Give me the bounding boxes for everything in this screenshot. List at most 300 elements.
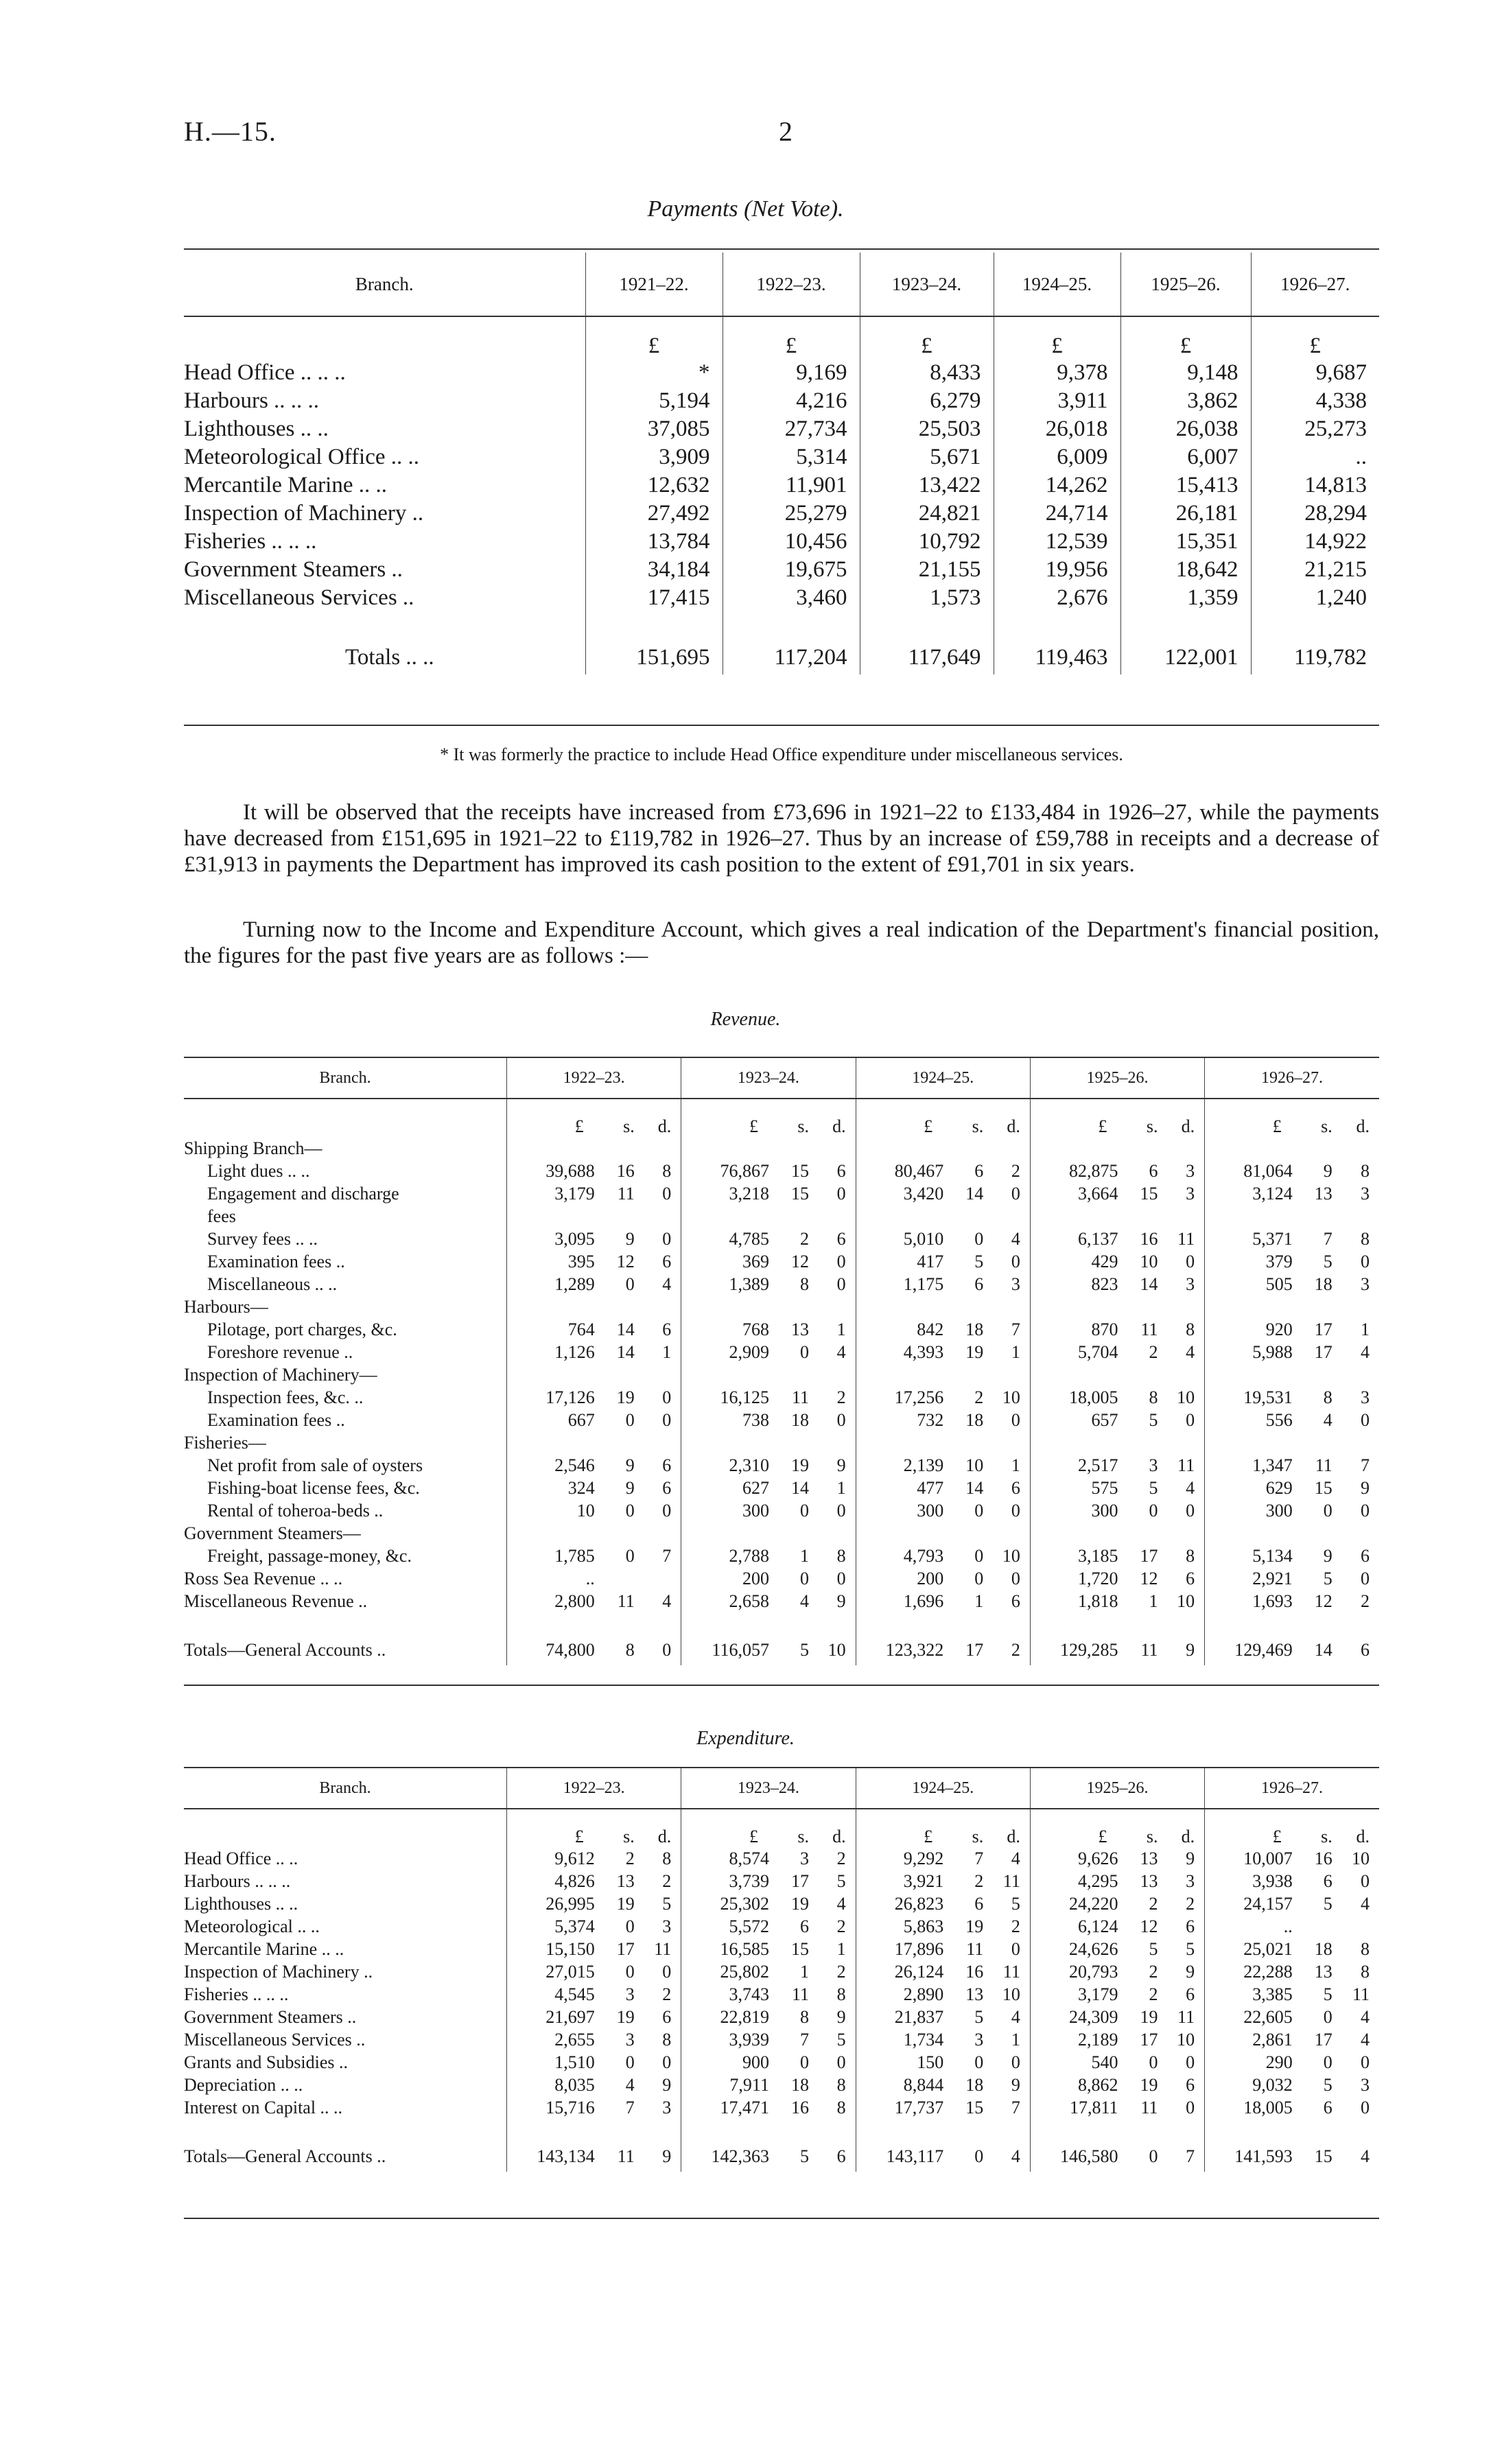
revenue-pence: 7	[1361, 1455, 1370, 1475]
revenue-totals-row	[184, 1635, 1379, 1665]
expenditure-pounds: 27,015	[507, 1960, 603, 1983]
payments-value: 37,085	[585, 415, 723, 443]
revenue-pence: 11	[1177, 1455, 1195, 1475]
expenditure-spacer-cell	[1030, 2119, 1126, 2142]
revenue-shillings: 6	[1149, 1160, 1158, 1181]
payments-value: 21,155	[860, 556, 994, 584]
revenue-shillings: 9	[625, 1455, 635, 1475]
expenditure-unit-shilling: s.	[623, 1827, 635, 1846]
revenue-pounds: 379	[1205, 1250, 1301, 1273]
revenue-pounds: 575	[1030, 1477, 1126, 1499]
revenue-shillings: 1	[974, 1591, 984, 1611]
expenditure-shillings: 19	[616, 2006, 635, 2027]
expenditure-shillings: 13	[1314, 1961, 1332, 1982]
payments-table	[184, 253, 1379, 674]
revenue-pence: 6	[836, 1160, 846, 1181]
expenditure-pounds: 25,802	[681, 1960, 777, 1983]
revenue-pounds: 1,696	[856, 1590, 952, 1612]
payments-branch-label: Mercantile Marine .. ..	[184, 473, 387, 497]
expenditure-pence	[1337, 1915, 1379, 1938]
revenue-shillings: 0	[974, 1500, 984, 1521]
revenue-row	[184, 1567, 1379, 1590]
payments-value: 4,216	[723, 387, 860, 415]
revenue-pounds: 1,720	[1030, 1567, 1126, 1590]
revenue-empty-cell	[987, 1205, 1030, 1228]
expenditure-pounds: 5,374	[507, 1915, 603, 1938]
payments-totals-row	[184, 640, 1379, 674]
expenditure-shillings: 6	[974, 1893, 984, 1914]
revenue-pounds: 477	[856, 1477, 952, 1499]
expenditure-shillings: 2	[1149, 1893, 1158, 1914]
revenue-pounds: 18,005	[1030, 1386, 1126, 1409]
revenue-spacer-cell	[856, 1612, 952, 1635]
expenditure-total-pounds: 143,117	[856, 2142, 952, 2172]
revenue-empty-cell	[1301, 1522, 1337, 1545]
revenue-row	[184, 1182, 1379, 1205]
revenue-empty-cell	[1162, 1431, 1205, 1454]
revenue-shillings: 0	[625, 1545, 635, 1566]
revenue-empty-cell	[1337, 1431, 1379, 1454]
revenue-pounds: 80,467	[856, 1160, 952, 1182]
revenue-branch-label: Fishing-boat license fees, &c.	[207, 1477, 420, 1498]
payments-value: 6,007	[1120, 443, 1251, 471]
expenditure-pounds: 8,844	[856, 2074, 952, 2096]
expenditure-row	[184, 2028, 1379, 2051]
revenue-pence: 8	[1186, 1319, 1195, 1339]
expenditure-shillings: 3	[625, 1984, 635, 2004]
expenditure-branch-label: Inspection of Machinery ..	[184, 1961, 373, 1982]
revenue-empty-cell	[813, 1363, 856, 1386]
expenditure-branch-label: Mercantile Marine .. ..	[184, 1938, 344, 1959]
revenue-pounds: 3,664	[1030, 1182, 1126, 1205]
revenue-shillings: 6	[974, 1160, 984, 1181]
expenditure-spacer-cell	[603, 2119, 639, 2142]
expenditure-shillings: 3	[625, 2029, 635, 2050]
revenue-total-pence: 2	[1011, 1640, 1020, 1660]
revenue-pounds: 3,218	[681, 1182, 777, 1205]
payments-spacer-cell	[585, 612, 723, 640]
revenue-branch-label: Survey fees .. ..	[207, 1228, 318, 1249]
payments-value: 26,181	[1120, 500, 1251, 528]
payments-spacer-cell	[723, 612, 860, 640]
expenditure-pounds: 290	[1205, 2051, 1301, 2074]
revenue-empty-cell	[856, 1522, 952, 1545]
expenditure-shillings: 13	[616, 1870, 635, 1891]
expenditure-pence: 0	[662, 1961, 672, 1982]
revenue-shillings: 5	[974, 1251, 984, 1271]
revenue-branch-header: Branch.	[319, 1068, 371, 1087]
revenue-unit-pound: £	[1030, 1099, 1126, 1137]
revenue-pounds: 5,371	[1205, 1228, 1301, 1250]
expenditure-pounds: 1,510	[507, 2051, 603, 2074]
revenue-year-header: 1922–23.	[507, 1058, 681, 1099]
revenue-empty-cell	[952, 1295, 987, 1318]
revenue-pounds: 5,134	[1205, 1545, 1301, 1567]
revenue-pence: 10	[1002, 1545, 1020, 1566]
payments-total-value: 117,649	[860, 640, 994, 674]
expenditure-pounds: 4,295	[1030, 1870, 1126, 1892]
expenditure-pounds: 150	[856, 2051, 952, 2074]
expenditure-shillings: 17	[791, 1870, 809, 1891]
revenue-unit-shilling: s.	[797, 1116, 809, 1136]
revenue-pence: 2	[1361, 1591, 1370, 1611]
expenditure-shillings: 16	[965, 1961, 984, 1982]
revenue-pence: 1	[1011, 1455, 1020, 1475]
revenue-empty-cell	[681, 1522, 777, 1545]
revenue-pence: 1	[836, 1477, 846, 1498]
revenue-empty-cell	[1126, 1295, 1162, 1318]
revenue-shillings: 19	[791, 1455, 809, 1475]
revenue-empty-cell	[856, 1295, 952, 1318]
revenue-shillings: 12	[1140, 1568, 1158, 1588]
expenditure-pence: 10	[1352, 1848, 1370, 1868]
revenue-pence: 2	[836, 1387, 846, 1407]
revenue-empty-cell	[813, 1522, 856, 1545]
revenue-pence: 8	[1361, 1160, 1370, 1181]
revenue-shillings: 14	[791, 1477, 809, 1498]
expenditure-pounds: 24,220	[1030, 1892, 1126, 1915]
revenue-unit-row	[184, 1099, 1379, 1137]
revenue-pounds: 1,289	[507, 1273, 603, 1295]
revenue-empty-cell	[1030, 1295, 1126, 1318]
expenditure-spacer-cell	[1162, 2119, 1205, 2142]
revenue-pence: 3	[1186, 1274, 1195, 1294]
revenue-branch-label: Harbours—	[184, 1296, 268, 1317]
expenditure-shillings: 3	[800, 1848, 809, 1868]
expenditure-pounds: 9,612	[507, 1847, 603, 1870]
expenditure-total-pence: 6	[836, 2146, 846, 2166]
revenue-shillings: 19	[616, 1387, 635, 1407]
expenditure-spacer-cell	[184, 2119, 507, 2142]
revenue-empty-cell	[681, 1137, 777, 1160]
revenue-empty-cell	[1030, 1522, 1126, 1545]
expenditure-pence: 0	[1361, 2052, 1370, 2072]
revenue-empty-cell	[681, 1363, 777, 1386]
revenue-shillings: 2	[800, 1228, 809, 1249]
revenue-shillings: 0	[800, 1500, 809, 1521]
revenue-branch-label: Rental of toheroa-beds ..	[207, 1500, 384, 1521]
revenue-pounds: 920	[1205, 1318, 1301, 1341]
revenue-empty-cell	[777, 1431, 813, 1454]
payments-year-header: 1922–23.	[723, 253, 860, 316]
expenditure-total-shillings: 0	[1149, 2146, 1158, 2166]
expenditure-shillings: 6	[1323, 1870, 1332, 1891]
expenditure-shillings: 18	[1314, 1938, 1332, 1959]
expenditure-shillings: 16	[791, 2097, 809, 2117]
payments-row	[184, 500, 1379, 528]
revenue-pence: 4	[1011, 1228, 1020, 1249]
payments-totals-label: Totals .. ..	[345, 644, 434, 670]
expenditure-shillings: 11	[1140, 2097, 1158, 2117]
revenue-pounds: 4,785	[681, 1228, 777, 1250]
revenue-empty-cell	[987, 1295, 1030, 1318]
expenditure-pounds: 8,035	[507, 2074, 603, 2096]
revenue-row	[184, 1477, 1379, 1499]
revenue-row	[184, 1341, 1379, 1363]
revenue-shillings: 11	[617, 1591, 635, 1611]
revenue-pounds: 300	[1205, 1499, 1301, 1522]
payments-value: 1,240	[1251, 584, 1379, 612]
expenditure-year-header: 1923–24.	[681, 1768, 856, 1809]
revenue-empty-cell	[507, 1137, 603, 1160]
revenue-empty-cell	[952, 1363, 987, 1386]
payments-value: 15,413	[1120, 471, 1251, 500]
expenditure-spacer-cell	[1126, 2119, 1162, 2142]
revenue-spacer-row	[184, 1612, 1379, 1635]
revenue-pence: 0	[1011, 1500, 1020, 1521]
revenue-pounds: 16,125	[681, 1386, 777, 1409]
expenditure-pounds: 540	[1030, 2051, 1126, 2074]
revenue-pounds: 1,818	[1030, 1590, 1126, 1612]
revenue-shillings: 14	[1140, 1274, 1158, 1294]
expenditure-pounds: 9,032	[1205, 2074, 1301, 2096]
revenue-pence: 8	[662, 1160, 672, 1181]
expenditure-pounds: 2,189	[1030, 2028, 1126, 2051]
expenditure-pence: 11	[1177, 2006, 1195, 2027]
payments-total-value: 119,463	[994, 640, 1120, 674]
payments-value: 5,194	[585, 387, 723, 415]
revenue-shillings: 11	[791, 1387, 809, 1407]
payments-value: 15,351	[1120, 528, 1251, 556]
revenue-empty-cell	[603, 1137, 639, 1160]
revenue-pence: 1	[662, 1341, 672, 1362]
expenditure-pence: 8	[662, 1848, 672, 1868]
payments-spacer-cell	[994, 612, 1120, 640]
expenditure-unit-shilling: s.	[797, 1827, 809, 1846]
revenue-pounds: 3,185	[1030, 1545, 1126, 1567]
revenue-pence: 0	[836, 1251, 846, 1271]
expenditure-pence: 6	[1186, 2074, 1195, 2095]
expenditure-spacer-cell	[1301, 2119, 1337, 2142]
expenditure-pence: 0	[1361, 2097, 1370, 2117]
payments-value: 12,632	[585, 471, 723, 500]
revenue-spacer-cell	[952, 1612, 987, 1635]
paragraph: It will be observed that the receipts have increased from £73,696 in 1921–22 to £133,484 in 1926–27, while the payments have decreased from £151,695 in 1921–22 to £119,782 in 1926–27. Thus by an increase of £59,788 in receipts and a decrease of £31,913 in payments the Department has improved its cash position to the extent of £91,701 in six years.	[184, 800, 1379, 877]
payments-total-value: 151,695	[585, 640, 723, 674]
payments-unit-label: £	[1251, 316, 1379, 359]
revenue-unit-shilling: s.	[1146, 1116, 1158, 1136]
expenditure-shillings: 0	[1323, 2052, 1332, 2072]
expenditure-spacer-cell	[952, 2119, 987, 2142]
expenditure-pence: 9	[1186, 1961, 1195, 1982]
payments-value: 12,539	[994, 528, 1120, 556]
expenditure-shillings: 15	[965, 2097, 984, 2117]
expenditure-total-shillings: 5	[800, 2146, 809, 2166]
revenue-branch-label: Miscellaneous .. ..	[207, 1274, 338, 1294]
expenditure-spacer-cell	[507, 2119, 603, 2142]
revenue-shillings: 5	[1149, 1409, 1158, 1430]
expenditure-row	[184, 2074, 1379, 2096]
expenditure-shillings: 13	[1140, 1848, 1158, 1868]
revenue-year-header: 1925–26.	[1030, 1058, 1204, 1099]
revenue-shillings: 0	[625, 1274, 635, 1294]
expenditure-pence: 4	[1361, 2029, 1370, 2050]
revenue-pence: 0	[1011, 1183, 1020, 1204]
payments-value: 26,038	[1120, 415, 1251, 443]
revenue-shillings: 17	[1314, 1319, 1332, 1339]
revenue-row	[184, 1363, 1379, 1386]
expenditure-pence: 8	[1361, 1938, 1370, 1959]
revenue-empty-cell	[1301, 1137, 1337, 1160]
expenditure-pounds: 25,021	[1205, 1938, 1301, 1960]
revenue-shillings: 18	[965, 1409, 984, 1430]
expenditure-shillings: 11	[791, 1984, 809, 2004]
revenue-branch-label: Engagement and discharge	[207, 1183, 399, 1204]
revenue-pounds: 369	[681, 1250, 777, 1273]
expenditure-shillings	[1301, 1915, 1337, 1938]
payments-value: 27,492	[585, 500, 723, 528]
revenue-empty-cell	[1301, 1431, 1337, 1454]
expenditure-pounds: 2,861	[1205, 2028, 1301, 2051]
revenue-pounds: 629	[1205, 1477, 1301, 1499]
revenue-header-row	[184, 1058, 1379, 1099]
revenue-pounds: 5,010	[856, 1228, 952, 1250]
revenue-row	[184, 1454, 1379, 1477]
expenditure-pounds: 17,811	[1030, 2096, 1126, 2119]
payments-value: 19,956	[994, 556, 1120, 584]
revenue-pounds: 3,095	[507, 1228, 603, 1250]
revenue-pence: 0	[1186, 1500, 1195, 1521]
expenditure-pounds: 24,626	[1030, 1938, 1126, 1960]
expenditure-unit-pound: £	[507, 1809, 603, 1847]
revenue-empty-cell	[639, 1205, 681, 1228]
revenue-shillings: 0	[1149, 1500, 1158, 1521]
revenue-unit-pence: d.	[1007, 1116, 1020, 1136]
expenditure-total-pence: 4	[1011, 2146, 1020, 2166]
revenue-shillings: 11	[1140, 1319, 1158, 1339]
expenditure-shillings: 2	[625, 1848, 635, 1868]
payments-branch-header: Branch.	[355, 273, 414, 294]
revenue-empty-cell	[639, 1295, 681, 1318]
payments-spacer-cell	[860, 612, 994, 640]
expenditure-shillings: 6	[1323, 2097, 1332, 2117]
revenue-pence: 0	[836, 1500, 846, 1521]
revenue-shillings: 9	[1323, 1545, 1332, 1566]
revenue-total-shillings: 5	[800, 1640, 809, 1660]
revenue-empty-cell	[1126, 1205, 1162, 1228]
revenue-pence: 11	[1177, 1228, 1195, 1249]
revenue-empty-cell	[507, 1522, 603, 1545]
revenue-shillings: 18	[965, 1319, 984, 1339]
revenue-pence: 0	[1186, 1409, 1195, 1430]
revenue-pence: 4	[662, 1591, 672, 1611]
expenditure-pence: 1	[836, 1938, 846, 1959]
revenue-shillings: 15	[1140, 1183, 1158, 1204]
payments-value: 18,642	[1120, 556, 1251, 584]
revenue-shillings: 14	[616, 1341, 635, 1362]
payments-value: 28,294	[1251, 500, 1379, 528]
expenditure-table	[184, 1768, 1379, 2172]
expenditure-shillings: 7	[800, 2029, 809, 2050]
revenue-empty-cell	[1030, 1363, 1126, 1386]
expenditure-shillings: 2	[1149, 1961, 1158, 1982]
expenditure-total-pounds: 143,134	[507, 2142, 603, 2172]
expenditure-shillings: 19	[1140, 2074, 1158, 2095]
expenditure-row	[184, 1870, 1379, 1892]
revenue-shillings: 11	[1315, 1455, 1332, 1475]
revenue-year-header: 1926–27.	[1205, 1058, 1379, 1099]
expenditure-pence: 4	[1361, 1893, 1370, 1914]
revenue-empty-cell	[1205, 1522, 1301, 1545]
revenue-pence: 0	[836, 1274, 846, 1294]
revenue-empty-cell	[813, 1431, 856, 1454]
payments-unit-label: £	[994, 316, 1120, 359]
expenditure-unit-pound: £	[1205, 1809, 1301, 1847]
revenue-empty-cell	[639, 1137, 681, 1160]
expenditure-pounds: 3,179	[1030, 1983, 1126, 2006]
payments-value: 4,338	[1251, 387, 1379, 415]
revenue-pence: 9	[1361, 1477, 1370, 1498]
expenditure-pounds: 3,739	[681, 1870, 777, 1892]
revenue-pounds: 6,137	[1030, 1228, 1126, 1250]
expenditure-pence: 5	[1011, 1893, 1020, 1914]
revenue-pence: 0	[1361, 1500, 1370, 1521]
revenue-empty-cell	[1162, 1363, 1205, 1386]
payments-value: 13,784	[585, 528, 723, 556]
expenditure-branch-label: Miscellaneous Services ..	[184, 2029, 366, 2050]
expenditure-shillings: 16	[1314, 1848, 1332, 1868]
payments-value: 27,734	[723, 415, 860, 443]
revenue-empty-cell	[1337, 1363, 1379, 1386]
expenditure-pence: 0	[1186, 2097, 1195, 2117]
expenditure-pence: 2	[836, 1961, 846, 1982]
revenue-pence: 0	[662, 1409, 672, 1430]
revenue-shillings: 8	[1149, 1387, 1158, 1407]
revenue-branch-label: Freight, passage-money, &c.	[207, 1545, 412, 1566]
expenditure-pounds: 8,862	[1030, 2074, 1126, 2096]
revenue-shillings: 3	[1149, 1455, 1158, 1475]
expenditure-shillings: 0	[625, 1916, 635, 1936]
revenue-unit-pound: £	[1205, 1099, 1301, 1137]
revenue-shillings: 13	[1314, 1183, 1332, 1204]
revenue-pence: 6	[1011, 1477, 1020, 1498]
revenue-pounds: 10	[507, 1499, 603, 1522]
payments-caption: Payments (Net Vote).	[647, 196, 844, 222]
revenue-pence: 3	[1186, 1183, 1195, 1204]
revenue-branch-label: Net profit from sale of oysters	[207, 1455, 423, 1475]
revenue-pence: 6	[1011, 1591, 1020, 1611]
revenue-shillings: 0	[974, 1228, 984, 1249]
revenue-pence: 0	[662, 1500, 672, 1521]
revenue-shillings: 0	[974, 1568, 984, 1588]
revenue-empty-cell	[987, 1431, 1030, 1454]
expenditure-shillings: 13	[1140, 1870, 1158, 1891]
expenditure-pounds: 26,995	[507, 1892, 603, 1915]
revenue-pounds: 1,126	[507, 1341, 603, 1363]
expenditure-pence: 11	[1002, 1870, 1020, 1891]
expenditure-pence: 2	[836, 1916, 846, 1936]
revenue-total-shillings: 17	[965, 1640, 984, 1660]
expenditure-pence: 9	[662, 2074, 672, 2095]
payments-year-header: 1925–26.	[1120, 253, 1251, 316]
revenue-unit-pound: £	[856, 1099, 952, 1137]
revenue-empty-cell	[1337, 1295, 1379, 1318]
revenue-shillings	[603, 1567, 639, 1590]
revenue-pounds: 300	[856, 1499, 952, 1522]
revenue-spacer-cell	[813, 1612, 856, 1635]
revenue-shillings: 15	[1314, 1477, 1332, 1498]
revenue-pence: 0	[836, 1568, 846, 1588]
expenditure-shillings: 4	[625, 2074, 635, 2095]
payments-branch-label: Miscellaneous Services ..	[184, 585, 414, 610]
expenditure-shillings: 5	[1149, 1938, 1158, 1959]
expenditure-shillings: 17	[1314, 2029, 1332, 2050]
expenditure-branch-label: Head Office .. ..	[184, 1848, 298, 1868]
expenditure-shillings: 0	[974, 2052, 984, 2072]
expenditure-unit-shilling: s.	[972, 1827, 984, 1846]
revenue-unit-shilling: s.	[972, 1116, 984, 1136]
payments-value: 26,018	[994, 415, 1120, 443]
